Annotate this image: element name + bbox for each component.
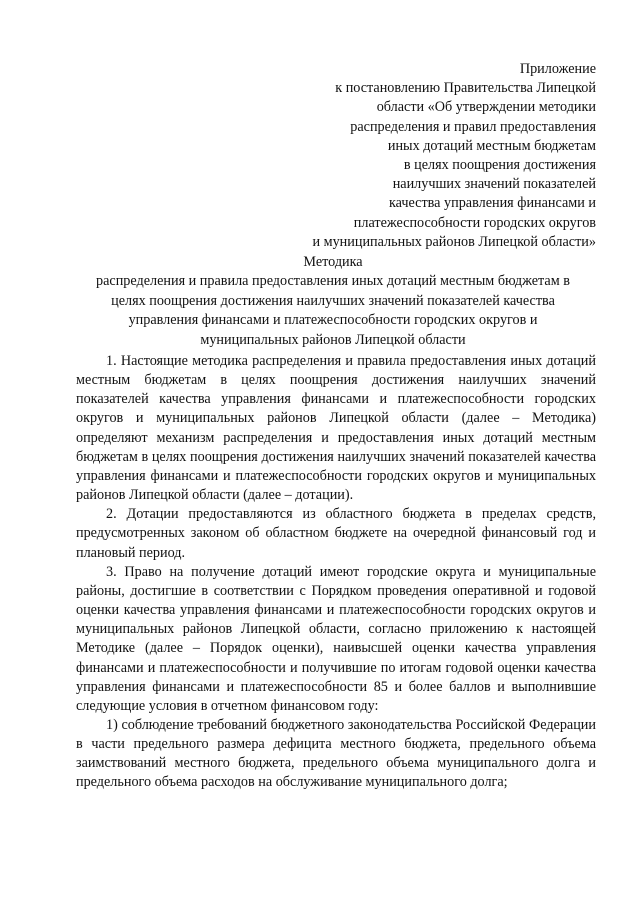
title-line: распределения и правила предоставления иных дотаций местным бюджетам в [96,273,570,290]
annex-line: в целях поощрения достижения [403,157,596,174]
annex-line: к постановлению Правительства Липецкой [335,80,596,97]
annex-block [236,60,596,252]
annex-line: платежеспособности городских округов [353,214,596,231]
annex-line: наилучших значений показателей [392,176,596,193]
document-body [76,352,596,793]
annex-line: Приложение [519,61,596,77]
title-heading: Методика [303,254,363,270]
annex-line: области «Об утверждении методики [376,99,596,116]
annex-line: качества управления финансами и [388,195,596,212]
paragraph-1: 1. Настоящие методика распределения и правила предоставления иных дотаций местным бюджетам в целях поощрения достижения наилучших значений показателей качества управления финансами и платежеспособности городских округов и муниципальных районов Липецкой области (далее – Методика) определяют механизм распределения и предоставления иных дотаций местным бюджетам в целях поощрения достижения наилучших значений показателей качества управления финансами и платежеспособности городских округов и муниципальных районов Липецкой области (далее – дотации). [76,353,596,504]
document-title [70,253,596,350]
paragraph-2: 2. Дотации предоставляются из областного бюджета в пределах средств, предусмотренных законом об областном бюджете на очередной финансовый год и плановый период. [76,506,596,561]
paragraph-3: 3. Право на получение дотаций имеют городские округа и муниципальные районы, достигшие в соответствии с Порядком проведения оперативной и годовой оценки качества управления финансами и платежеспособности городских округов и муниципальных районов Липецкой области, согласно приложению к настоящей Методике (далее – Порядок оценки), наивысшей оценки качества управления финансами и платежеспособности и получившие по итогам годовой оценки качества управления финансами и платежеспособности 85 и более баллов и выполнившие следующие условия в отчетном финансовом году: [76,563,596,714]
title-line: муниципальных районов Липецкой области [200,331,466,348]
paragraph-4: 1) соблюдение требований бюджетного законодательства Российской Федерации в части предельного размера дефицита местного бюджета, предельного объема заимствований местного бюджета, предельного объема муниципального долга и предельного объема расходов на обслуживание муниципального долга; [76,716,596,791]
title-line: управления финансами и платежеспособности городских округов и [128,312,538,329]
annex-line: и муниципальных районов Липецкой области» [312,233,596,250]
title-line: целях поощрения достижения наилучших значений показателей качества [111,292,555,309]
annex-line: распределения и правил предоставления [350,118,596,135]
annex-line: иных дотаций местным бюджетам [387,137,596,154]
